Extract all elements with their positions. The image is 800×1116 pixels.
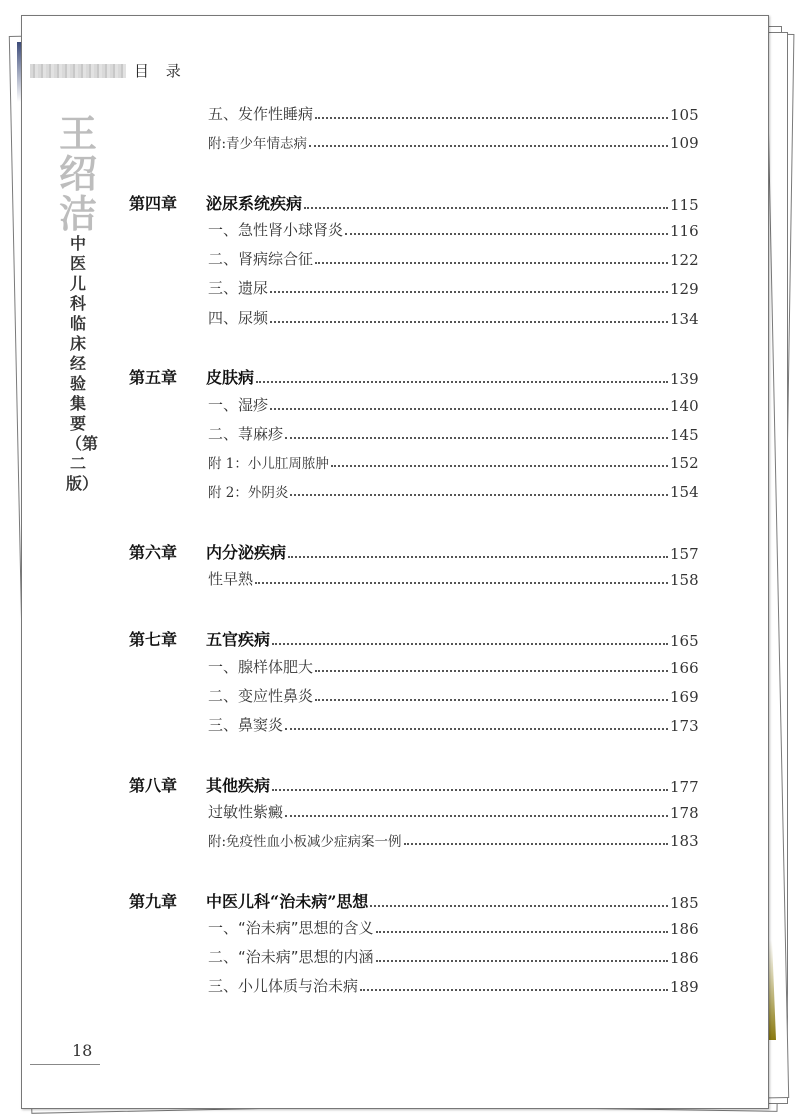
dot-leader: [270, 408, 668, 410]
toc-entry[interactable]: [208, 103, 700, 124]
dot-leader: [285, 437, 668, 439]
toc-page: [21, 15, 769, 1109]
toc-entry[interactable]: [208, 219, 700, 240]
entry-title: 五、发作性睡病: [208, 105, 314, 123]
toc-entry[interactable]: [208, 307, 700, 328]
entry-title: 附:免疫性血小板减少症病案一例: [208, 834, 402, 850]
dot-leader: [376, 931, 668, 933]
dot-leader: [315, 262, 668, 264]
entry-page-number: 169: [670, 688, 699, 706]
entry-page-number: 173: [670, 717, 699, 735]
dot-leader: [345, 233, 668, 235]
entry-page-number: 145: [670, 426, 699, 444]
entry-page-number: 177: [670, 778, 699, 796]
entry-title: 二、“治未病”思想的内涵: [208, 948, 374, 966]
entry-page-number: 165: [670, 632, 699, 650]
book-title-vertical: 中医儿科临床经验集要（第二版）: [66, 234, 99, 493]
entry-title: 二、荨麻疹: [208, 425, 284, 443]
entry-title: 一、急性肾小球肾炎: [208, 221, 344, 239]
toc-entry[interactable]: [208, 277, 700, 298]
dot-leader: [290, 494, 668, 496]
toc-appendix-entry[interactable]: [208, 830, 700, 850]
dot-leader: [288, 556, 668, 558]
toc-chapter-entry[interactable]: [206, 773, 700, 796]
dot-leader: [272, 789, 668, 791]
chapter-label: 第六章: [129, 543, 178, 562]
entry-page-number: 134: [670, 310, 699, 328]
dot-leader: [270, 291, 668, 293]
entry-page-number: 154: [670, 483, 699, 501]
entry-title: 其他疾病: [206, 776, 271, 795]
entry-page-number: 115: [670, 196, 699, 214]
footer-rule: [30, 1064, 100, 1065]
dot-leader: [360, 989, 668, 991]
entry-page-number: 158: [670, 571, 699, 589]
chapter-label: 第七章: [129, 630, 178, 649]
page-number: 18: [72, 1041, 93, 1060]
dot-leader: [304, 207, 668, 209]
entry-page-number: 157: [670, 545, 699, 563]
entry-title: 中医儿科“治未病”思想: [206, 892, 369, 911]
chapter-label: 第八章: [129, 776, 178, 795]
entry-page-number: 105: [670, 106, 699, 124]
chapter-label: 第四章: [129, 194, 178, 213]
entry-page-number: 186: [670, 949, 699, 967]
entry-page-number: 189: [670, 978, 699, 996]
dot-leader: [370, 905, 668, 907]
entry-title: 三、鼻窦炎: [208, 716, 284, 734]
entry-title: 二、变应性鼻炎: [208, 687, 314, 705]
entry-page-number: 116: [670, 222, 699, 240]
entry-page-number: 129: [670, 280, 699, 298]
dot-leader: [270, 321, 668, 323]
dot-leader: [315, 117, 668, 119]
section-title: 目 录: [134, 62, 187, 80]
entry-title: 五官疾病: [206, 630, 271, 649]
dot-leader: [255, 582, 668, 584]
entry-title: 皮肤病: [206, 368, 255, 387]
entry-page-number: 166: [670, 659, 699, 677]
entry-title: 三、遗尿: [208, 279, 269, 297]
toc-appendix-entry[interactable]: [208, 132, 700, 152]
entry-page-number: 185: [670, 894, 699, 912]
entry-title: 一、“治未病”思想的含义: [208, 919, 374, 937]
toc-entry[interactable]: [208, 685, 700, 706]
author-name: 王绍洁: [58, 111, 97, 236]
entry-page-number: 122: [670, 251, 699, 269]
entry-page-number: 152: [670, 454, 699, 472]
entry-page-number: 140: [670, 397, 699, 415]
dot-leader: [331, 465, 668, 467]
toc-entry[interactable]: [208, 423, 700, 444]
toc-entry[interactable]: [208, 394, 700, 415]
toc-chapter-entry[interactable]: [206, 191, 700, 214]
toc-entry[interactable]: [208, 568, 700, 589]
entry-title: 性早熟: [208, 570, 254, 588]
dot-leader: [285, 815, 668, 817]
toc-entry[interactable]: [208, 917, 700, 938]
entry-title: 泌尿系统疾病: [206, 194, 303, 213]
entry-title: 一、腺样体肥大: [208, 658, 314, 676]
toc-appendix-entry[interactable]: [208, 452, 700, 472]
toc-entry[interactable]: [208, 946, 700, 967]
entry-title: 三、小儿体质与治未病: [208, 977, 359, 995]
toc-entry[interactable]: [208, 248, 700, 269]
toc-chapter-entry[interactable]: [206, 540, 700, 563]
toc-chapter-entry[interactable]: [206, 365, 700, 388]
entry-title: 附 1：小儿肛周脓肿: [208, 456, 329, 472]
entry-title: 一、湿疹: [208, 396, 269, 414]
dot-leader: [376, 960, 668, 962]
entry-title: 附:青少年情志病: [208, 136, 308, 152]
dot-leader: [309, 145, 668, 147]
dot-leader: [315, 670, 668, 672]
dot-leader: [285, 728, 668, 730]
entry-title: 附 2：外阴炎: [208, 485, 289, 501]
toc-entry[interactable]: [208, 714, 700, 735]
entry-page-number: 186: [670, 920, 699, 938]
chapter-label: 第九章: [129, 892, 178, 911]
entry-title: 二、肾病综合征: [208, 250, 314, 268]
header-decorative-bar: [30, 64, 126, 78]
entry-page-number: 178: [670, 804, 699, 822]
chapter-label: 第五章: [129, 368, 178, 387]
toc-chapter-entry[interactable]: [206, 889, 700, 912]
dot-leader: [315, 699, 668, 701]
toc-entry[interactable]: [208, 975, 700, 996]
entry-page-number: 183: [670, 832, 699, 850]
dot-leader: [272, 643, 668, 645]
dot-leader: [404, 843, 668, 845]
entry-page-number: 109: [670, 134, 699, 152]
toc-appendix-entry[interactable]: [208, 481, 700, 501]
toc-entry[interactable]: [208, 656, 700, 677]
entry-title: 过敏性紫癜: [208, 803, 284, 821]
dot-leader: [256, 381, 668, 383]
toc-entry[interactable]: [208, 801, 700, 822]
entry-page-number: 139: [670, 370, 699, 388]
entry-title: 内分泌疾病: [206, 543, 287, 562]
toc-chapter-entry[interactable]: [206, 627, 700, 650]
entry-title: 四、尿频: [208, 309, 269, 327]
